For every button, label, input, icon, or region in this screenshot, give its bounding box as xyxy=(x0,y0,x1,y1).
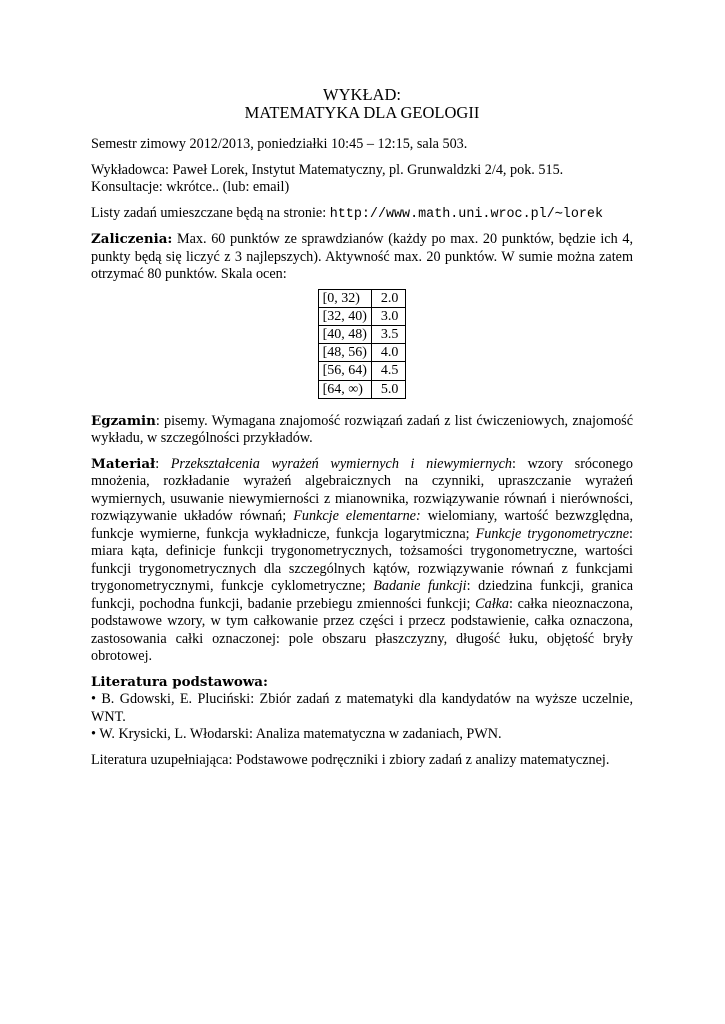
grade-range: [0, 32) xyxy=(318,289,371,307)
table-row xyxy=(318,362,406,380)
grade-value: 2.0 xyxy=(371,289,406,307)
material-text: : wzory sróconego mnożenia, rozkładanie wyrażeń algebraicznych na czynniki, upraszczanie wyrażeń wymiernych, usuwanie niewymierności z mianownika, rozwiązywanie równań i nierówności, rozwiązywanie układów równań; xyxy=(91,455,633,525)
material-text: : xyxy=(155,455,171,472)
literatura-section xyxy=(91,674,633,744)
zaliczenia-label: Zaliczenia: xyxy=(91,231,173,247)
egzamin-label: Egzamin xyxy=(91,412,156,429)
egzamin-text: : pisemy. Wymagana znajomość rozwiązań zadań z list ćwiczeniowych, znajomość wykładu, w szczególności przykładów. xyxy=(91,412,633,447)
semester-info: Semestr zimowy 2012/2013, poniedziałki 10:45 – 12:15, sala 503. xyxy=(91,136,468,152)
title-line-2: MATEMATYKA DLA GEOLOGII xyxy=(244,103,480,122)
zaliczenia-section xyxy=(91,231,633,284)
literatura-heading: Literatura podstawowa: xyxy=(91,673,268,690)
document-content xyxy=(91,86,633,769)
material-topic: Przekształcenia wyrażeń wymiernych i niewymiernych xyxy=(170,455,513,472)
grade-scale-table xyxy=(318,289,407,399)
material-section xyxy=(91,456,633,666)
lecturer-info xyxy=(91,162,633,197)
list-item: • W. Krysicki, L. Włodarski: Analiza matematyczna w zadaniach, PWN. xyxy=(91,726,502,743)
grade-value: 4.0 xyxy=(371,344,406,362)
consultation-line: Konsultacje: wkrótce.. (lub: email) xyxy=(91,179,290,195)
material-text: wielomiany, wartość bezwzględna, funkcje wymierne, funkcja wykładnicze, funkcja logarytmiczna; xyxy=(91,508,634,542)
table-row xyxy=(318,380,406,398)
material-topic: Funkcje trygonometryczne xyxy=(475,525,630,542)
table-row xyxy=(318,289,406,307)
grade-value: 4.5 xyxy=(371,362,406,380)
grade-value: 3.5 xyxy=(371,325,406,343)
grade-value: 5.0 xyxy=(371,380,406,398)
table-row xyxy=(318,325,406,343)
grade-range: [56, 64) xyxy=(318,362,371,380)
task-lists-info xyxy=(91,205,633,224)
egzamin-section xyxy=(91,413,633,448)
list-item: • B. Gdowski, E. Pluciński: Zbiór zadań z matematyki dla kandydatów na wyższe uczelnie, WNT. xyxy=(91,691,633,725)
table-row xyxy=(318,307,406,325)
zaliczenia-text: Max. 60 punktów ze sprawdzianów (każdy po max. 20 punktów, będzie ich 4, punkty będą się liczyć z 3 najlepszych). Aktywność max. 20 punktów. W sumie można zatem otrzymać 80 punktów. Skala ocen: xyxy=(91,231,633,282)
grade-value: 3.0 xyxy=(371,307,406,325)
material-topic: Badanie funkcji xyxy=(373,578,467,595)
title-line-1: WYKŁAD: xyxy=(323,85,401,104)
material-topic: Funkcje elementarne: xyxy=(293,508,421,525)
material-label: Materiał xyxy=(91,455,156,472)
material-topic: Całka xyxy=(475,595,510,612)
grade-range: [48, 56) xyxy=(318,344,371,362)
course-url-link[interactable]: http://www.math.uni.wroc.pl/∼lorek xyxy=(329,206,603,222)
material-text: : dziedzina funkcji, granica funkcji, pochodna funkcji, badanie przebiegu zmienności funkcji; xyxy=(91,578,633,612)
literatura-extra: Literatura uzupełniająca: Podstawowe podręczniki i zbiory zadań z analizy matematycznej. xyxy=(91,751,610,768)
page-title xyxy=(91,86,633,122)
task-lists-text: Listy zadań umieszczane będą na stronie: xyxy=(91,204,330,221)
lecturer-line: Wykładowca: Paweł Lorek, Instytut Matematyczny, pl. Grunwaldzki 2/4, pok. 515. xyxy=(91,161,564,178)
table-row xyxy=(318,344,406,362)
material-text: : całka nieoznaczona, podstawowe wzory, w tym całkowanie przez części i przecz podstawienie, całka oznaczona, zastosowania całki oznaczonej: pole obszaru płaszczyzny, długość łuku, objętość bryły obrotowej. xyxy=(91,595,633,665)
grade-range: [40, 48) xyxy=(318,325,371,343)
grade-range: [32, 40) xyxy=(318,307,371,325)
grade-range: [64, ∞) xyxy=(318,380,371,398)
material-text: : miara kąta, definicje funkcji trygonometrycznych, tożsamości trygonometryczne, wartości funkcji trygonometrycznych dla szczególnych kątów, rozwiązywanie równań z funkcjami trygonometrycznymi, funkcje cyklometryczne; xyxy=(91,525,633,595)
